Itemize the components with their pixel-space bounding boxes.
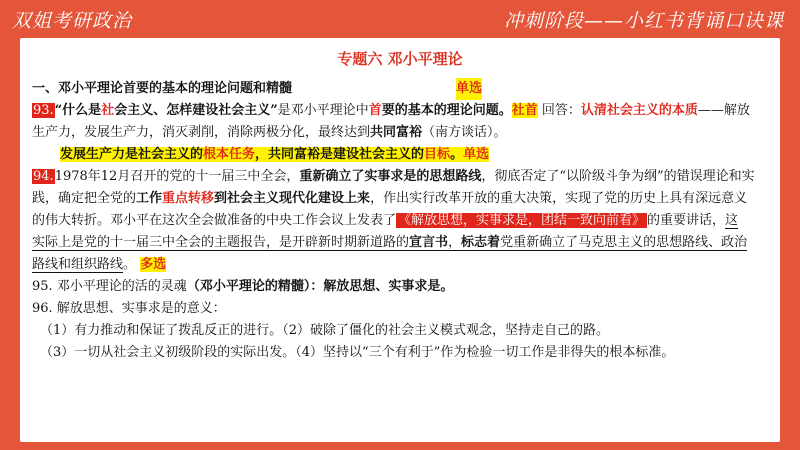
text: 践，确定把全党的 <box>32 191 137 206</box>
text: 95. 邓小平理论的活的灵魂 <box>32 279 187 294</box>
item-95 <box>32 276 772 298</box>
text: ，共同富裕是建设社会主义的 <box>255 147 425 162</box>
text: 发展生产力是社会主义的 <box>60 147 204 162</box>
keyword: 工作 <box>136 191 163 206</box>
text: ——解放 <box>697 103 750 118</box>
item-94-line1 <box>32 166 772 188</box>
tag-single-choice: 单选 <box>463 147 490 162</box>
tag-single-choice: 单选 <box>456 78 482 100</box>
tag-multi-choice: 多选 <box>140 257 167 272</box>
text: （南方谈话）。 <box>422 125 507 140</box>
mnemonic: 社首 <box>511 103 538 118</box>
text: 96. 解放思想、实事求是的意义： <box>32 301 226 316</box>
text: 。 <box>123 257 137 272</box>
text: ，作出实行改革开放的重大决策，实现了党的历史上具有深远意义 <box>370 191 748 206</box>
keyword: 重点转移 <box>162 191 215 206</box>
item-94-line2 <box>32 188 772 210</box>
text: 这 <box>725 213 739 228</box>
highlight-sentence <box>32 144 772 166</box>
brand-title: 双姐考研政治 <box>12 10 133 32</box>
keyword-shou: 首 <box>368 103 382 118</box>
course-title: 冲刺阶段——小红书背诵口诀课 <box>503 10 784 32</box>
keyword: 宣言书 <box>409 235 449 250</box>
speech-title: 《解放思想，实事求是，团结一致向前看》 <box>398 213 646 228</box>
header-bar <box>0 0 800 38</box>
keyword: 根本任务 <box>203 147 256 162</box>
content-card <box>20 38 780 442</box>
text: ，彻底否定了“以阶级斗争为纲”的错误理论和实 <box>481 169 755 184</box>
text: 1978年12月召开的党的十一届三中全会， <box>54 169 300 184</box>
keyword-she: 社 <box>101 103 115 118</box>
keyword: 目标 <box>424 147 451 162</box>
item-93-line1 <box>32 100 772 122</box>
text: 的重要讲话， <box>647 213 726 228</box>
item-96-line1 <box>32 320 772 342</box>
section-heading <box>32 78 772 100</box>
keyword: 共同富裕 <box>370 125 423 140</box>
item-number: 94. <box>33 169 54 184</box>
item-94-line3 <box>32 210 772 232</box>
item-96-heading <box>32 298 772 320</box>
text: （3）一切从社会主义初级阶段的实际出发。（4）坚持以“三个有利于”作为检验一切工作是非得失的根本标准。 <box>40 345 675 360</box>
text: ， <box>448 235 462 250</box>
keyword: （邓小平理论的精髓）：解放思想、实事求是。 <box>186 279 454 294</box>
item-94-line5 <box>32 254 772 276</box>
text: 党重新确立了马克思主义的思想路线、政治 <box>500 235 748 250</box>
document-body <box>32 78 772 364</box>
question-part: “什么是 <box>54 103 102 118</box>
text: 是邓小平理论中 <box>277 103 369 118</box>
item-96-line2 <box>32 342 772 364</box>
text: 实际上是党的十一届三中全会的主题报告，是开辟新时期新道路的 <box>32 235 410 250</box>
text: （1）有力推动和保证了拨乱反正的进行。（2）破除了僵化的社会主义模式观念，坚持走自己的路。 <box>40 323 610 338</box>
answer: 认清社会主义的本质 <box>580 103 698 118</box>
keyword: 到社会主义现代化建设上来 <box>214 191 371 206</box>
keyword: 重新确立了实事求是的思想路线 <box>299 169 482 184</box>
question-part: 会主义、怎样建设社会主义” <box>114 103 278 118</box>
item-94-line4 <box>32 232 772 254</box>
text: 。 <box>450 147 464 162</box>
text: 生产力，发展生产力，消灭剥削，消除两极分化，最终达到 <box>32 125 371 140</box>
item-number: 93. <box>33 103 54 118</box>
item-93-line2 <box>32 122 772 144</box>
page-title: 专题六 邓小平理论 <box>337 50 463 68</box>
text: 回答： <box>537 103 581 118</box>
section-title: 一、邓小平理论首要的基本的理论问题和精髓 <box>32 81 293 96</box>
text: 要的基本的理论问题。 <box>381 103 512 118</box>
keyword: 标志着 <box>461 235 501 250</box>
text: 路线和组织路线 <box>32 257 124 272</box>
text: 的伟大转折。邓小平在这次全会做准备的中央工作会议上发表了 <box>32 213 397 228</box>
